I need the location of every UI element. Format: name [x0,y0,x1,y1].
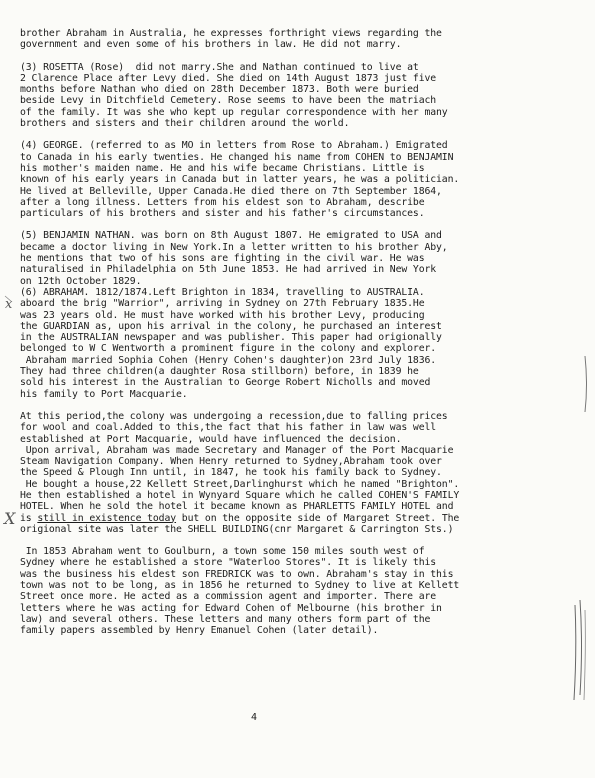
text-line: established at Port Macquarie, would have influenced the decision. [20,433,402,445]
text-line: (5) BENJAMIN NATHAN. was born on 8th August 1807. He emigrated to USA and [20,230,442,242]
text-line: (6) ABRAHAM. 1812/1874.Left Brighton in 1834, travelling to AUSTRALIA. [20,286,425,298]
text-line: the Speed & Plough Inn until, in 1847, he took his family back to Sydney. [20,467,442,479]
text-line: family papers assembled by Henry Emanuel Cohen (later detail). [20,625,379,637]
text-line: origional site was later the SHELL BUILDING(cnr Margaret & Carrington Sts.) [20,523,454,535]
text-line: Sydney where he established a store "Waterloo Stores". It is likely this [20,557,437,569]
text-line: to Canada in his early twenties. He changed his name from COHEN to BENJAMIN [20,151,454,163]
text-line: Street once more. He acted as a commission agent and importer. There are [20,591,437,603]
text-line: aboard the brig "Warrior", arriving in Sydney on 27th February 1835.He [20,298,425,310]
text-line: his mother's maiden name. He and his wife became Christians. Little is [20,162,425,174]
text-line: brother Abraham in Australia, he expresses forthright views regarding the [20,28,442,39]
underlined-phrase: still in existence today [37,512,177,524]
text-line: In 1853 Abraham went to Goulburn, a town some 150 miles south west of [20,546,425,558]
text-line: of the family. It was she who kept up regular correspondence with her many [20,106,448,118]
text-line: (4) GEORGE. (referred to as MO in letters from Rose to Abraham.) Emigrated [20,140,448,152]
text-line: in the AUSTRALIAN newspaper and was publisher. This paper had origionally [20,332,442,344]
text-line: brothers and sisters and their children around the world. [20,118,350,130]
text-line: HOTEL. When he sold the hotel it became known as PHARLETTS FAMILY HOTEL and [20,501,454,513]
text-line: They had three children(a daughter Rosa stillborn) before, in 1839 he [20,366,419,378]
text-line-underlined: is still in existence today but on the opposite side of Margaret Street. The [20,512,460,524]
text-line: particulars of his brothers and sister and his father's circumstances. [20,208,425,220]
handwritten-x-mark: X [4,509,16,528]
text-line: (3) ROSETTA (Rose) did not marry.She and Nathan continued to live at [20,61,419,73]
pen-stroke-mark [5,296,12,302]
text-line: He bought a house,22 Kellett Street,Darlinghurst which he named "Brighton". [20,478,460,490]
text-line: became a doctor living in New York.In a letter written to his brother Aby, [20,241,448,253]
text-line: his family to Port Macquarie. [20,388,188,400]
margin-bracket-line [584,610,585,700]
text-line: At this period,the colony was undergoing a recession,due to falling prices [20,410,448,422]
text-line: known of his early years in Canada but in latter years, he was a politician. [20,174,460,186]
text-line: was the business his eldest son FREDRICK was to own. Abraham's stay in this [20,568,454,580]
text-line: 2 Clarence Place after Levy died. She died on 14th August 1873 just five [20,72,437,84]
page-number: 4 [251,712,258,723]
text-line: after a long illness. Letters from his eldest son to Abraham, describe [20,196,425,208]
text-line: Steam Navigation Company. When Henry returned to Sydney,Abraham took over [20,456,442,468]
text-line: months before Nathan who died on 28th December 1873. Both were buried [20,84,419,96]
text-line: town was not to be long, as in 1856 he returned to Sydney to live at Kellett [20,580,460,592]
text-line: for wool and coal.Added to this,the fact that his father in law was well [20,422,437,434]
text-line: Abraham married Sophia Cohen (Henry Cohen's daughter)on 23rd July 1836. [20,354,437,366]
margin-bracket-line [585,356,587,412]
text-line: law) and several others. These letters and many others form part of the [20,613,431,625]
text-line: on 12th October 1829. [20,275,142,287]
text-line: letters where he was acting for Edward Cohen of Melbourne (his brother in [20,602,442,614]
text-line: the GUARDIAN as, upon his arrival in the colony, he purchased an interest [20,320,442,332]
text-line: was 23 years old. He must have worked with his brother Levy, producing [20,309,425,321]
text-line: beside Levy in Ditchfield Cemetery. Rose seems to have been the matriach [20,95,437,107]
text-line: he mentions that two of his sons are fighting in the civil war. He was [20,253,425,265]
text-line: He then established a hotel in Wynyard Square which he called COHEN'S FAMILY [20,489,460,501]
text-line: belonged to W C Wentworth a prominent figure in the colony and explorer. [20,343,437,355]
text-line: government and even some of his brothers in law. He did not marry. [20,39,402,51]
text-line: Upon arrival, Abraham was made Secretary and Manager of the Port Macquarie [20,444,454,456]
handwritten-x-mark: x [5,297,13,312]
text-line: sold his interest in the Australian to George Robert Nicholls and moved [20,377,431,389]
text-line: He lived at Belleville, Upper Canada.He died there on 7th September 1864, [20,185,442,197]
text-line: naturalised in Philadelphia on 5th June 1853. He had arrived in New York [20,264,437,276]
margin-bracket-line [580,600,582,695]
margin-bracket-line [574,605,576,700]
